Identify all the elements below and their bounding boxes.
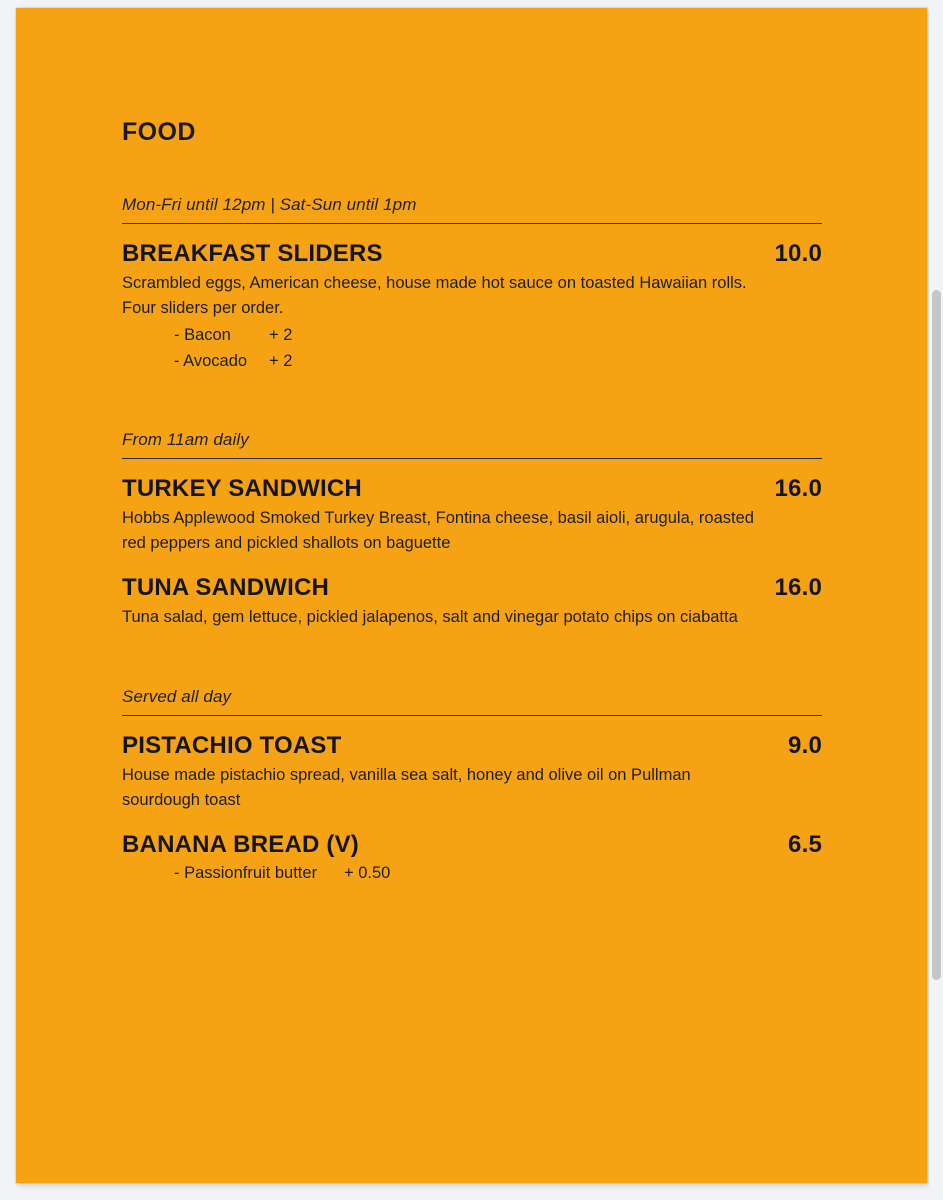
addon-label: - Bacon	[174, 326, 231, 345]
vertical-scrollbar[interactable]	[929, 0, 943, 1200]
menu-group	[122, 195, 822, 374]
menu-item-header	[122, 732, 822, 760]
menu-item-header	[122, 574, 822, 602]
scrollbar-thumb[interactable]	[932, 290, 941, 980]
spacer	[122, 404, 822, 430]
spacer	[122, 661, 822, 687]
menu-group	[122, 687, 822, 887]
menu-group-note: Mon-Fri until 12pm | Sat-Sun until 1pm	[122, 195, 822, 224]
menu-content	[122, 118, 822, 916]
menu-item-price: 16.0	[774, 475, 822, 503]
menu-item-price: 9.0	[788, 731, 822, 759]
menu-item-price: 10.0	[774, 240, 822, 267]
addon-price: + 2	[269, 351, 293, 370]
menu-item-name: BANANA BREAD (V)	[122, 830, 359, 858]
menu-item-addon	[174, 349, 822, 375]
menu-item-header	[122, 475, 822, 503]
menu-item-name: TUNA SANDWICH	[122, 574, 330, 602]
menu-item	[122, 574, 822, 630]
menu-item-header	[122, 831, 822, 859]
menu-item-addon	[174, 323, 822, 349]
addon-label: - Avocado	[174, 351, 248, 370]
addon-price: + 2	[269, 326, 293, 345]
addon-label: - Passionfruit butter	[174, 863, 318, 882]
menu-item	[122, 831, 822, 887]
menu-item-addons	[122, 323, 822, 374]
menu-item-description: Hobbs Applewood Smoked Turkey Breast, Fontina cheese, basil aioli, arugula, roasted red peppers and pickled shallots on baguette	[122, 509, 754, 553]
menu-document	[16, 8, 927, 1183]
menu-item-addon	[174, 861, 822, 887]
menu-item	[122, 732, 822, 813]
menu-item-price: 6.5	[788, 830, 822, 858]
menu-item-description: Scrambled eggs, American cheese, house made hot sauce on toasted Hawaiian rolls. Four sliders per order.	[122, 274, 747, 318]
menu-item-price: 16.0	[774, 574, 822, 602]
menu-group	[122, 430, 822, 630]
menu-item-description: Tuna salad, gem lettuce, pickled jalapenos, salt and vinegar potato chips on ciabatta	[122, 608, 738, 627]
menu-item-description: House made pistachio spread, vanilla sea salt, honey and olive oil on Pullman sourdough toast	[122, 765, 691, 809]
menu-item-name: TURKEY SANDWICH	[122, 475, 362, 503]
menu-item-header	[122, 240, 822, 268]
menu-item-addons	[122, 861, 822, 887]
menu-item-name: BREAKFAST SLIDERS	[122, 240, 383, 267]
menu-item-name: PISTACHIO TOAST	[122, 731, 342, 759]
menu-item	[122, 240, 822, 374]
menu-group-note: Served all day	[122, 687, 822, 716]
menu-item	[122, 475, 822, 556]
addon-price: + 0.50	[344, 863, 391, 882]
menu-group-note: From 11am daily	[122, 430, 822, 459]
page-title: FOOD	[122, 118, 196, 146]
